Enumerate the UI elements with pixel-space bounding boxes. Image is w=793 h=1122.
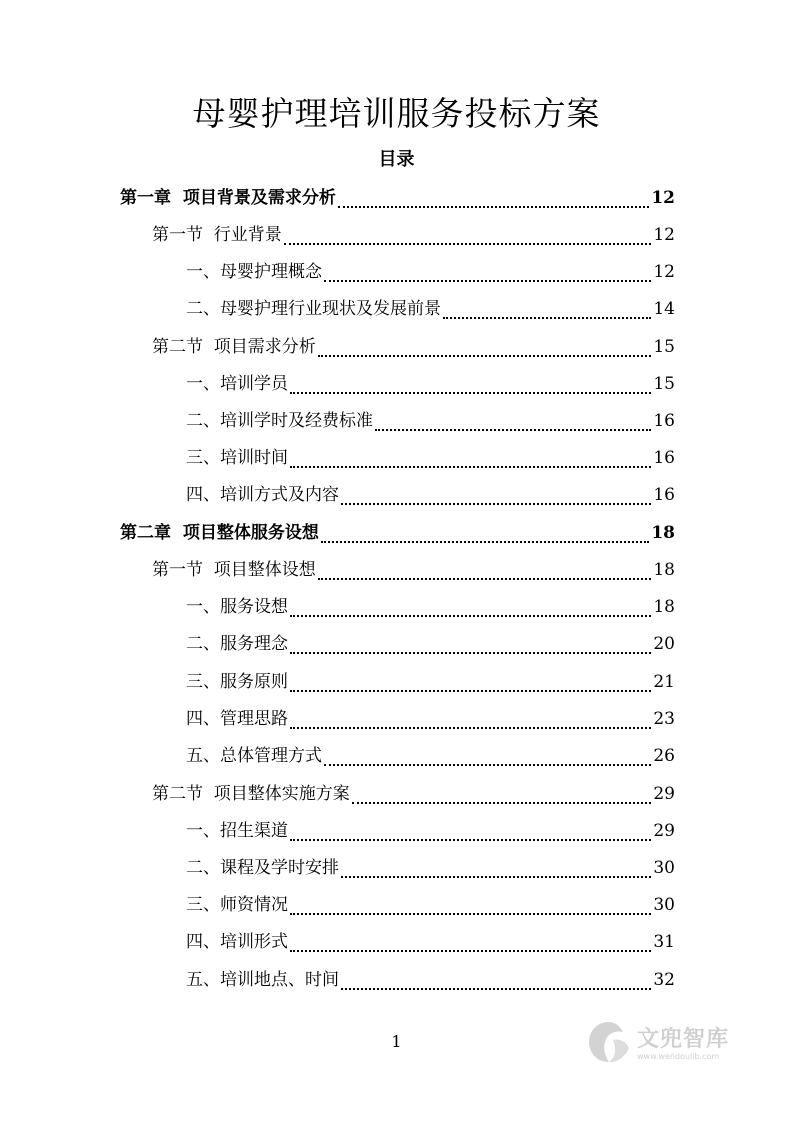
toc-entry-label: 一、培训学员 [186, 374, 288, 394]
toc-entry-page: 23 [653, 709, 675, 729]
toc-entry-page: 18 [651, 523, 675, 543]
toc-entry[interactable] [186, 403, 675, 440]
toc-leader-dots [338, 206, 649, 208]
toc-entry[interactable] [186, 477, 675, 514]
page-number: 1 [391, 1032, 402, 1051]
toc-entry-label: 三、师资情况 [186, 895, 288, 915]
watermark-url: www.wendoulib.com [637, 1052, 720, 1061]
toc-entry-label: 三、服务原则 [186, 672, 288, 692]
document-title: 母婴护理培训服务投标方案 [192, 94, 601, 133]
toc-leader-dots [290, 466, 651, 468]
toc-leader-dots [290, 727, 651, 729]
toc-entry[interactable] [152, 552, 675, 589]
toc-entry-page: 30 [653, 895, 675, 915]
toc-entry-page: 26 [653, 746, 675, 766]
toc-entry-page: 21 [653, 672, 675, 692]
toc-entry-page: 31 [653, 932, 675, 952]
toc-entry[interactable] [152, 776, 675, 813]
watermark-text: 文兜智库 [637, 1027, 730, 1052]
toc-entry[interactable] [120, 180, 675, 217]
toc-entry-page: 29 [653, 821, 675, 841]
toc-leader-dots [290, 839, 651, 841]
toc-entry-label: 第二节 项目整体实施方案 [152, 784, 350, 804]
toc-heading: 目录 [378, 149, 415, 170]
toc-entry[interactable] [186, 291, 675, 328]
toc-entry-page: 15 [653, 374, 675, 394]
toc-leader-dots [318, 355, 652, 357]
toc-entry-page: 16 [653, 448, 675, 468]
toc-leader-dots [321, 541, 649, 543]
toc-leader-dots [375, 429, 651, 431]
wendou-logo-icon [585, 1018, 633, 1066]
toc-leader-dots [290, 913, 651, 915]
toc-entry-label: 二、母婴护理行业现状及发展前景 [186, 299, 441, 319]
toc-entry-page: 29 [653, 784, 675, 804]
toc-entry[interactable] [186, 589, 675, 626]
toc-entry-page: 12 [653, 225, 675, 245]
toc-leader-dots [290, 615, 651, 617]
toc-entry-label: 第一节 项目整体设想 [152, 560, 316, 580]
toc-entry[interactable] [186, 887, 675, 924]
toc-leader-dots [290, 652, 651, 654]
toc-entry[interactable] [186, 254, 675, 291]
toc-entry[interactable] [120, 515, 675, 552]
toc-entry-page: 16 [653, 485, 675, 505]
toc-entry-page: 16 [653, 411, 675, 431]
toc-entry-page: 32 [653, 970, 675, 990]
toc-entry-label: 四、管理思路 [186, 709, 288, 729]
toc-entry-label: 一、服务设想 [186, 597, 288, 617]
toc-entry[interactable] [186, 850, 675, 887]
toc-leader-dots [318, 578, 652, 580]
toc-entry[interactable] [186, 664, 675, 701]
toc-entry[interactable] [186, 701, 675, 738]
toc-leader-dots [290, 690, 651, 692]
toc-leader-dots [352, 802, 652, 804]
toc-entry[interactable] [152, 217, 675, 254]
toc-entry-label: 五、总体管理方式 [186, 746, 322, 766]
toc-entry-label: 二、服务理念 [186, 634, 288, 654]
toc-entry-label: 第二章 项目整体服务设想 [120, 523, 319, 543]
toc-entry-page: 14 [653, 299, 675, 319]
toc-leader-dots [443, 317, 651, 319]
toc-leader-dots [324, 280, 651, 282]
toc-leader-dots [290, 950, 651, 952]
toc-leader-dots [341, 876, 651, 878]
toc-entry-page: 18 [653, 560, 675, 580]
toc-entry-page: 12 [653, 262, 675, 282]
toc-leader-dots [284, 243, 652, 245]
toc-entry[interactable] [186, 738, 675, 775]
watermark [585, 1012, 755, 1074]
toc-leader-dots [324, 764, 651, 766]
toc-entry-label: 二、课程及学时安排 [186, 858, 339, 878]
toc-entry-page: 15 [653, 337, 675, 357]
toc-entry[interactable] [152, 329, 675, 366]
toc-entry-page: 18 [653, 597, 675, 617]
toc-leader-dots [290, 392, 651, 394]
toc-entry-label: 四、培训方式及内容 [186, 485, 339, 505]
toc-entry[interactable] [186, 924, 675, 961]
toc-entry-page: 12 [651, 188, 675, 208]
toc-leader-dots [341, 988, 651, 990]
toc-entry-label: 第一章 项目背景及需求分析 [120, 188, 336, 208]
toc-entry-label: 三、培训时间 [186, 448, 288, 468]
toc-entry[interactable] [186, 440, 675, 477]
toc-entry-label: 一、招生渠道 [186, 821, 288, 841]
toc-entry[interactable] [186, 626, 675, 663]
toc-entry-label: 一、母婴护理概念 [186, 262, 322, 282]
toc-entry[interactable] [186, 962, 675, 999]
toc-entry-page: 20 [653, 634, 675, 654]
toc-leader-dots [341, 503, 651, 505]
toc-entry-label: 第二节 项目需求分析 [152, 337, 316, 357]
toc-entry-label: 第一节 行业背景 [152, 225, 282, 245]
toc-entry[interactable] [186, 366, 675, 403]
toc-entry-page: 30 [653, 858, 675, 878]
toc-entry-label: 二、培训学时及经费标准 [186, 411, 373, 431]
toc-entry-label: 五、培训地点、时间 [186, 970, 339, 990]
toc-entry-label: 四、培训形式 [186, 932, 288, 952]
toc-entry[interactable] [186, 813, 675, 850]
